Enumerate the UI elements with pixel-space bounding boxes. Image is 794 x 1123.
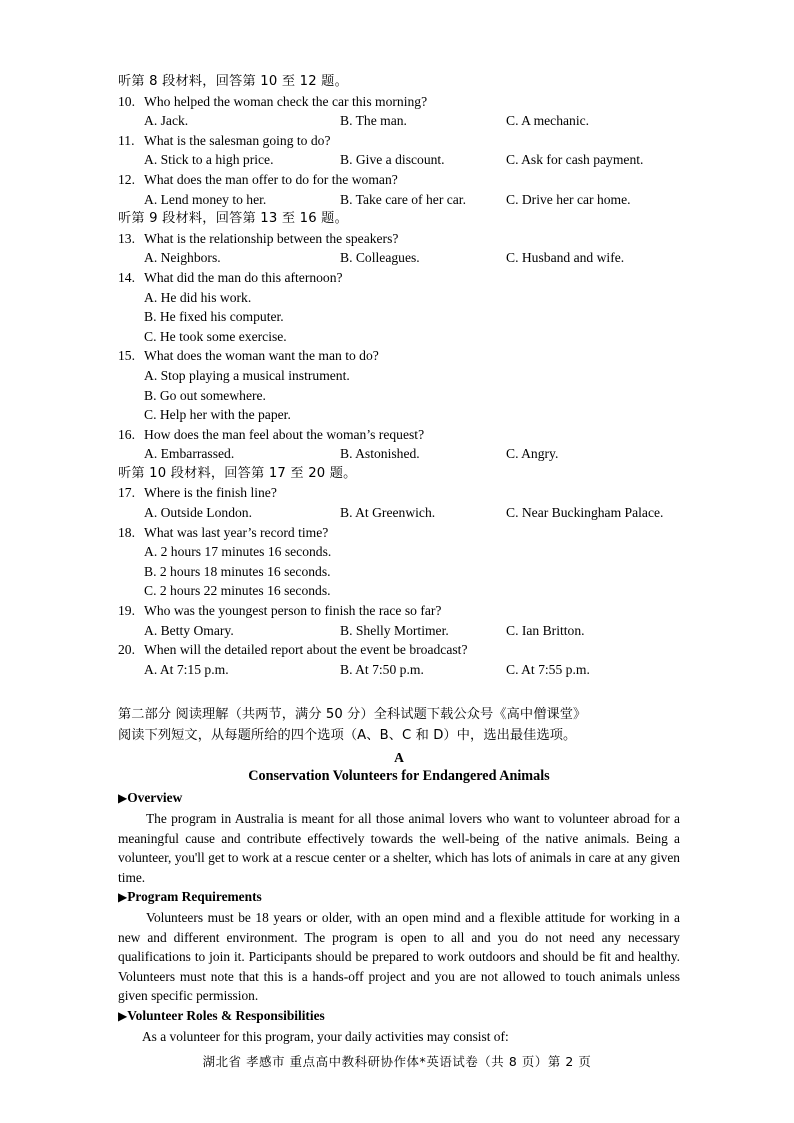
listening-group: [118, 464, 680, 680]
passage-paragraph-overview: The program in Australia is meant for all those animal lovers who want to volunteer abroad for a meaningful cause and contribute effectively towards the well-being of the native animals. Being a volunteer, you'll get to work at a rescue center or a shelter, which has lots of animals in care at any given time.: [118, 811, 680, 885]
question-number: 13.: [118, 230, 135, 246]
option-row: [118, 248, 680, 268]
option-row: [118, 190, 680, 210]
option-a[interactable]: A. Betty Omary.: [144, 622, 234, 638]
passage-paragraph-roles: As a volunteer for this program, your daily activities may consist of:: [142, 1028, 509, 1044]
option-c[interactable]: C. Help her with the paper.: [144, 407, 291, 423]
question-number: 11.: [118, 132, 135, 148]
question-row: [118, 229, 680, 249]
option-b[interactable]: B. Take care of her car.: [340, 191, 466, 207]
option-b[interactable]: B. Colleagues.: [340, 250, 420, 266]
question-number: 17.: [118, 485, 135, 501]
listening-group-heading: 听第 8 段材料，回答第 10 至 12 题。: [118, 74, 348, 89]
option-c[interactable]: C. Ian Britton.: [506, 622, 585, 638]
question-row: [118, 523, 680, 543]
option-row: [118, 111, 680, 131]
option-a[interactable]: A. At 7:15 p.m.: [144, 661, 229, 677]
question-row: [118, 170, 680, 190]
option-b[interactable]: B. Give a discount.: [340, 152, 445, 168]
option-a[interactable]: A. 2 hours 17 minutes 16 seconds.: [144, 544, 332, 560]
question-row: [118, 131, 680, 151]
question-number: 20.: [118, 642, 135, 658]
option-b[interactable]: B. Go out somewhere.: [144, 387, 266, 403]
option-c[interactable]: C. 2 hours 22 minutes 16 seconds.: [144, 583, 331, 599]
question-number: 15.: [118, 348, 135, 364]
listening-group-heading: 听第 9 段材料，回答第 13 至 16 题。: [118, 211, 348, 227]
triangle-right-icon: ▶: [118, 1008, 128, 1023]
question-number: 12.: [118, 171, 135, 187]
passage-subheading-roles: [118, 1006, 680, 1027]
option-a[interactable]: A. Jack.: [144, 113, 189, 129]
option-a[interactable]: A. Stop playing a musical instrument.: [144, 367, 350, 383]
question-text: What is the salesman going to do?: [144, 132, 331, 148]
question-text: Where is the finish line?: [144, 485, 277, 501]
question-text: What is the relationship between the speakers?: [144, 230, 399, 246]
option-c[interactable]: C. He took some exercise.: [144, 328, 287, 344]
question-row: [118, 268, 680, 288]
question-row: [118, 601, 680, 621]
option-a[interactable]: A. Embarrassed.: [144, 446, 235, 462]
page-footer: 湖北省 孝感市 重点高中教科研协作体*英语试卷（共 8 页）第 2 页: [202, 1054, 592, 1069]
question-row: [118, 483, 680, 503]
question-text: Who was the youngest person to finish the race so far?: [144, 603, 442, 619]
question-text: How does the man feel about the woman’s request?: [144, 426, 425, 442]
option-b[interactable]: B. Astonished.: [340, 446, 420, 462]
question-number: 19.: [118, 603, 135, 619]
triangle-right-icon: ▶: [118, 890, 128, 905]
option-b[interactable]: B. 2 hours 18 minutes 16 seconds.: [144, 563, 331, 579]
listening-group-heading: 听第 10 段材料，回答第 17 至 20 题。: [118, 465, 357, 481]
question-number: 14.: [118, 269, 135, 285]
passage-paragraph-requirements: Volunteers must be 18 years or older, with an open mind and a flexible attitude for working in a new and different environment. The program is open to all and you do not need any necessary qualifications to join it. Participants should be prepared to work outdoors and should be fit and healthy. Volunteers must note that this is a hands-off project and you are not allowed to touch animals unless given specific permission.: [118, 909, 680, 1004]
passage-title: Conservation Volunteers for Endangered Animals: [248, 768, 550, 785]
option-row: [118, 621, 680, 641]
passage-subheading-overview: [118, 788, 680, 809]
option-c[interactable]: C. Angry.: [506, 446, 559, 462]
reading-instructions: 阅读下列短文，从每题所给的四个选项（A、B、C 和 D）中，选出最佳选项。: [118, 727, 577, 743]
option-row: [118, 150, 680, 170]
option-b[interactable]: B. At 7:50 p.m.: [340, 661, 424, 677]
option-c[interactable]: C. A mechanic.: [506, 113, 590, 129]
option-a[interactable]: A. Stick to a high price.: [144, 152, 274, 168]
option-b[interactable]: B. The man.: [340, 113, 407, 129]
reading-part-heading: 第二部分 阅读理解（共两节，满分 50 分）全科试题下载公众号《高中僧课堂》: [118, 707, 587, 723]
question-text: When will the detailed report about the event be broadcast?: [144, 642, 468, 658]
listening-group: [118, 72, 680, 209]
option-c[interactable]: C. Near Buckingham Palace.: [506, 505, 664, 521]
option-a[interactable]: A. Lend money to her.: [144, 191, 267, 207]
question-text: What was last year’s record time?: [144, 524, 329, 540]
option-row: [118, 660, 680, 680]
option-c[interactable]: C. At 7:55 p.m.: [506, 661, 590, 677]
question-row: [118, 425, 680, 445]
option-b[interactable]: B. He fixed his computer.: [144, 309, 284, 325]
question-row: [118, 346, 680, 366]
passage-subheading-requirements: [118, 887, 680, 908]
option-a[interactable]: A. He did his work.: [144, 289, 252, 305]
option-b[interactable]: B. At Greenwich.: [340, 505, 436, 521]
triangle-right-icon: ▶: [118, 791, 128, 806]
option-c[interactable]: C. Drive her car home.: [506, 191, 631, 207]
question-row: [118, 92, 680, 112]
question-number: 16.: [118, 426, 135, 442]
option-b[interactable]: B. Shelly Mortimer.: [340, 622, 449, 638]
option-c[interactable]: C. Husband and wife.: [506, 250, 625, 266]
option-row: [118, 503, 680, 523]
page-content: [118, 72, 680, 1046]
question-text: Who helped the woman check the car this morning?: [144, 93, 428, 109]
section-spacer: [118, 679, 680, 705]
question-number: 18.: [118, 524, 135, 540]
question-row: [118, 640, 680, 660]
question-text: What does the woman want the man to do?: [144, 348, 379, 364]
option-c[interactable]: C. Ask for cash payment.: [506, 152, 644, 168]
question-text: What does the man offer to do for the woman?: [144, 171, 398, 187]
subheading-label: Volunteer Roles & Responsibilities: [127, 1007, 325, 1023]
subheading-label: Program Requirements: [127, 889, 262, 905]
question-text: What did the man do this afternoon?: [144, 269, 343, 285]
section-letter: A: [394, 750, 404, 766]
option-a[interactable]: A. Outside London.: [144, 505, 252, 521]
subheading-label: Overview: [127, 790, 183, 806]
option-row: [118, 444, 680, 464]
listening-group: [118, 209, 680, 464]
question-number: 10.: [118, 93, 135, 109]
option-a[interactable]: A. Neighbors.: [144, 250, 221, 266]
